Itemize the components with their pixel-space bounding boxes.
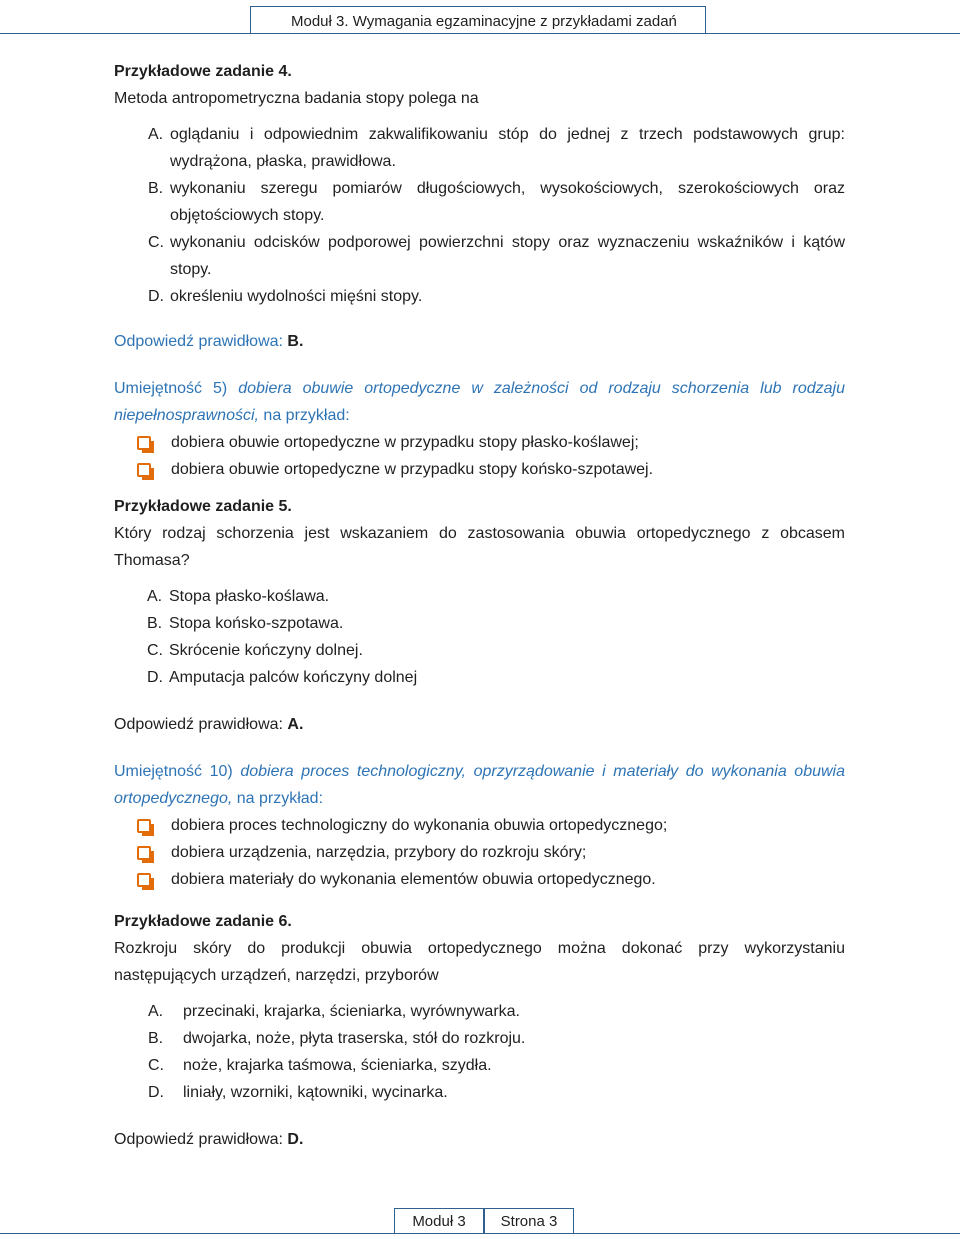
task5-option-d: D. Amputacja palców kończyny dolnej <box>147 669 418 686</box>
task6-answer: Odpowiedź prawidłowa: D. <box>114 1131 304 1148</box>
task5-question: Który rodzaj schorzenia jest wskazaniem do zastosowania obuwia ortopedycznego z obcasem Thomasa? <box>114 525 845 569</box>
skill5-text: Umiejętność 5) dobiera obuwie ortopedyczne w zależności od rodzaju schorzenia lub rodzaju niepełnosprawności, na przykład: <box>114 380 845 424</box>
task5-option-a: A. Stopa płasko-koślawa. <box>147 588 330 605</box>
task6-option-d: D. liniały, wzorniki, kątowniki, wycinarka. <box>148 1084 448 1101</box>
checkbox-bullet-icon <box>137 819 151 833</box>
skill5-bullet: dobiera obuwie ortopedyczne w przypadku stopy płasko-koślawej; <box>137 429 845 456</box>
task4-option-c: C. wykonaniu odcisków podporowej powierzchni stopy oraz wyznaczeniu wskaźników i kątów stopy. <box>148 234 845 278</box>
skill10-text: Umiejętność 10) dobiera proces technologiczny, oprzyrządowanie i materiały do wykonania obuwia ortopedycznego, na przykład: <box>114 763 846 807</box>
checkbox-bullet-icon <box>137 436 151 450</box>
task4-options <box>148 121 845 310</box>
skill10-bullet: dobiera proces technologiczny do wykonania obuwia ortopedycznego; <box>137 812 845 839</box>
task5-answer: Odpowiedź prawidłowa: A. <box>114 716 304 733</box>
skill5-bullet: dobiera obuwie ortopedyczne w przypadku stopy końsko-szpotawej. <box>137 456 845 483</box>
task6-option-c: C. noże, krajarka taśmowa, ścieniarka, szydła. <box>148 1057 492 1074</box>
skill10-bullet: dobiera materiały do wykonania elementów obuwia ortopedycznego. <box>137 866 845 893</box>
checkbox-bullet-icon <box>137 846 151 860</box>
task4-option-a: A. oglądaniu i odpowiednim zakwalifikowaniu stóp do jednej z trzech podstawowych grup: wydrążona, płaska, prawidłowa. <box>148 126 845 170</box>
task4-question: Metoda antropometryczna badania stopy polega na <box>114 90 479 107</box>
checkbox-bullet-icon <box>137 463 151 477</box>
footer-page-number: Strona 3 <box>484 1208 574 1234</box>
task4-option-d: D. określeniu wydolności mięśni stopy. <box>148 288 423 305</box>
task6-option-a: A. przecinaki, krajarka, ścieniarka, wyrównywarka. <box>148 1003 520 1020</box>
task6-question: Rozkroju skóry do produkcji obuwia ortopedycznego można dokonać przy wykorzystaniu następujących urządzeń, narzędzi, przyborów <box>114 940 845 984</box>
checkbox-bullet-icon <box>137 873 151 887</box>
skill10-bullet: dobiera urządzenia, narzędzia, przybory do rozkroju skóry; <box>137 839 845 866</box>
task6-option-b: B. dwojarka, noże, płyta traserska, stół do rozkroju. <box>148 1030 526 1047</box>
task6-title: Przykładowe zadanie 6. <box>114 913 292 930</box>
task5-title: Przykładowe zadanie 5. <box>114 498 292 515</box>
task4-title: Przykładowe zadanie 4. <box>114 63 292 80</box>
task5-option-c: C. Skrócenie kończyny dolnej. <box>147 642 363 659</box>
task5-option-b: B. Stopa końsko-szpotawa. <box>147 615 344 632</box>
header-divider <box>0 33 960 34</box>
footer-module: Moduł 3 <box>394 1208 484 1234</box>
document-body <box>114 58 845 1153</box>
task4-answer: Odpowiedź prawidłowa: B. <box>114 333 304 350</box>
header-title: Moduł 3. Wymagania egzaminacyjne z przykładami zadań <box>291 13 677 30</box>
task5-options <box>147 583 845 691</box>
task4-option-b: B. wykonaniu szeregu pomiarów długościowych, wysokościowych, szerokościowych oraz objętościowych stopy. <box>148 180 845 224</box>
task6-options <box>148 998 845 1106</box>
page-header <box>250 6 706 33</box>
